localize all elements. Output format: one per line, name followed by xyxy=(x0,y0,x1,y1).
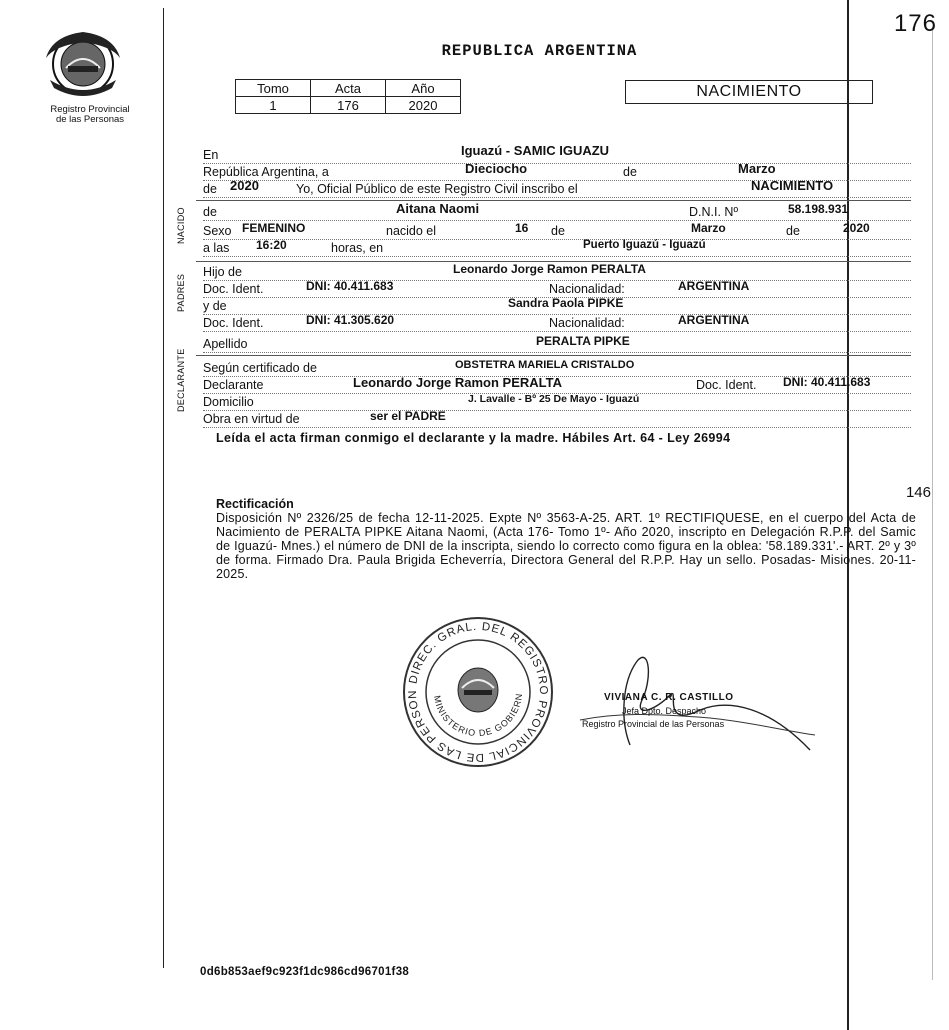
row-anio: de 2020 Yo, Oficial Público de este Registro Civil inscribo el NACIMIENTO xyxy=(203,182,911,198)
province-seal-logo xyxy=(38,28,128,100)
nac-dia-value: 16 xyxy=(515,221,529,235)
rectificacion-title: Rectificación xyxy=(216,497,294,511)
madre-value: Sandra Paola PIPKE xyxy=(508,296,624,310)
row-nombre: de Aitana Naomi D.N.I. Nº 58.198.931 xyxy=(203,205,911,221)
lugar-value: Puerto Iguazú - Iguazú xyxy=(583,239,706,251)
row-domicilio: Domicilio J. Lavalle - Bº 25 De Mayo - Iguazú xyxy=(203,395,911,411)
inscribo-value: NACIMIENTO xyxy=(751,178,834,193)
padre-doc-value: DNI: 40.411.683 xyxy=(306,279,394,293)
far-right-line xyxy=(932,30,933,980)
row-hora: a las 16:20 horas, en Puerto Iguazú - Iguazú xyxy=(203,241,911,257)
row-sexo: Sexo FEMENINO nacido el 16 de Marzo de 2020 xyxy=(203,224,911,240)
logo-caption: Registro Provincial de las Personas xyxy=(50,104,130,125)
section-divider xyxy=(196,355,911,356)
record-type-box: NACIMIENTO xyxy=(625,80,873,104)
stamp-inner-text: MINISTERIO DE GOBIERN xyxy=(432,692,525,739)
padre-nac-value: ARGENTINA xyxy=(678,279,750,293)
sexo-value: FEMENINO xyxy=(242,221,306,235)
declarante-value: Leonardo Jorge Ramon PERALTA xyxy=(353,375,562,390)
row-obra: Obra en virtud de ser el PADRE xyxy=(203,412,911,428)
row-declarante: Declarante Leonardo Jorge Ramon PERALTA Doc. Ident. DNI: 40.411.683 xyxy=(203,378,911,394)
document-title: REPUBLICA ARGENTINA xyxy=(441,42,638,60)
left-margin-line xyxy=(163,8,164,968)
mes-value: Marzo xyxy=(738,161,776,176)
en-value: Iguazú - SAMIC IGUAZU xyxy=(461,143,610,158)
dni-value: 58.198.931 xyxy=(788,202,849,216)
table-header-anio: Año xyxy=(386,80,461,97)
decl-doc-value: DNI: 40.411.683 xyxy=(783,375,871,389)
rectificacion-number: 146 xyxy=(905,484,931,501)
dia-value: Dieciocho xyxy=(465,161,528,176)
table-header-tomo: Tomo xyxy=(236,80,311,97)
table-value-tomo: 1 xyxy=(236,97,311,114)
document-hash: 0d6b853aef9c923f1dc986cd96701f38 xyxy=(200,966,410,978)
madre-nac-value: ARGENTINA xyxy=(678,313,750,327)
signer-role: Jefa Dpto. Despacho xyxy=(622,706,707,716)
hora-value: 16:20 xyxy=(256,238,287,252)
row-en: En Iguazú - SAMIC IGUAZU xyxy=(203,148,911,164)
section-label-padres: PADRES xyxy=(176,273,186,312)
row-republica: República Argentina, a Dieciocho de Marzo xyxy=(203,165,911,181)
table-value-anio: 2020 xyxy=(386,97,461,114)
table-value-acta: 176 xyxy=(311,97,386,114)
domicilio-value: J. Lavalle - Bº 25 De Mayo - Iguazú xyxy=(468,393,640,405)
row-certificado: Según certificado de OBSTETRA MARIELA CRISTALDO xyxy=(203,361,911,377)
section-divider xyxy=(196,200,911,201)
nac-mes-value: Marzo xyxy=(691,221,726,235)
section-label-declarante: DECLARANTE xyxy=(176,348,186,412)
anio-value: 2020 xyxy=(230,178,259,193)
cert-value: OBSTETRA MARIELA CRISTALDO xyxy=(455,359,635,371)
padre-value: Leonardo Jorge Ramon PERALTA xyxy=(453,262,646,276)
row-padre-doc: Doc. Ident. DNI: 40.411.683 Nacionalidad: ARGENTINA xyxy=(203,282,911,298)
obra-value: ser el PADRE xyxy=(370,409,446,423)
page-number: 176 xyxy=(893,10,937,37)
table-header-acta: Acta xyxy=(311,80,386,97)
signer-name: VIVIANA C. R. CASTILLO xyxy=(604,692,734,703)
record-table xyxy=(235,79,461,114)
signer-org: Registro Provincial de las Personas xyxy=(582,719,725,729)
official-stamp xyxy=(398,612,558,772)
stamp-ring-text: DIREC. GRAL. DEL REGISTRO PROVINCIAL DE LAS PERSON xyxy=(406,620,550,764)
row-apellido: Apellido PERALTA PIPKE xyxy=(203,337,911,353)
legal-text: Leída el acta firman conmigo el declarante y la madre. Hábiles Art. 64 - Ley 26994 xyxy=(216,431,731,445)
row-madre-doc: Doc. Ident. DNI: 41.305.620 Nacionalidad: ARGENTINA xyxy=(203,316,911,332)
nombre-value: Aitana Naomi xyxy=(396,201,480,216)
apellido-value: PERALTA PIPKE xyxy=(536,334,630,348)
rectificacion-text: Disposición Nº 2326/25 de fecha 12-11-2025. Expte Nº 3563-A-25. ART. 1º RECTIFIQUESE, en el cuerpo del Acta de Nacimiento de PERALTA PIPKE Aitana Naomi, (Acta 176- Tomo 1º- Año 2020, inscripto en Delegación R.P.P. del Samic de Iguazú- Mnes.) el número de DNI de la inscripta, siendo lo correcto como figura en la oblea: '58.189.331'.- ART. 2º y 3º de forma. Firmado Dra. Paula Brigida Echeverría, Directora General del R.P.P. Hay un sello. Posadas- Misiones. 20-11-2025. xyxy=(216,511,916,581)
section-label-nacido: NACIDO xyxy=(176,207,186,244)
madre-doc-value: DNI: 41.305.620 xyxy=(306,313,395,327)
nac-anio-value: 2020 xyxy=(843,221,870,235)
row-madre: y de Sandra Paola PIPKE xyxy=(203,299,911,315)
row-padre: Hijo de Leonardo Jorge Ramon PERALTA xyxy=(203,265,911,281)
